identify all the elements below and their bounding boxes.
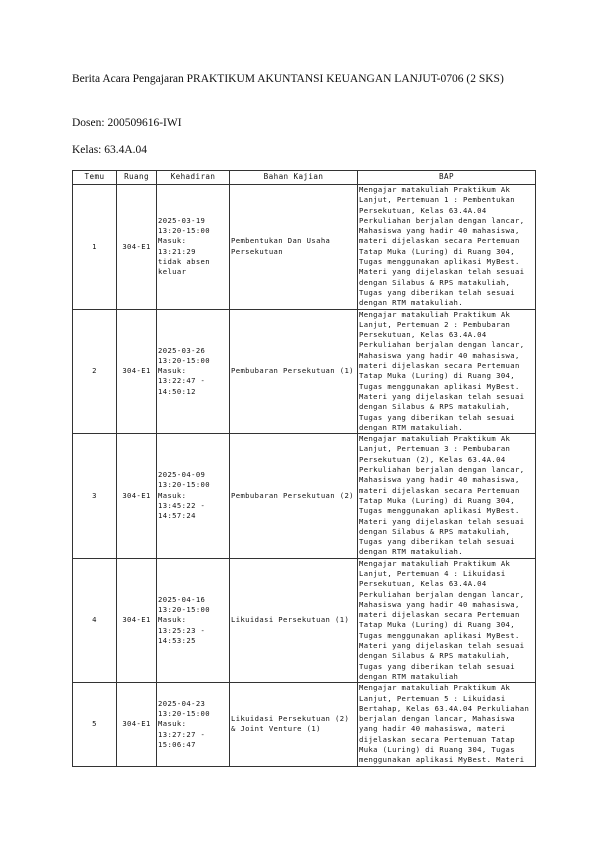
page-title (72, 72, 532, 86)
cell-kehadiran: 2025-04-16 13:20-15:00 Masuk: 13:25:23 - 14:53:25 (157, 558, 230, 683)
document-header (70, 62, 526, 157)
cell-temu: 4 (73, 558, 117, 683)
cell-kehadiran: 2025-03-19 13:20-15:00 Masuk: 13:21:29 tidak absen keluar (157, 185, 230, 310)
table-row (73, 683, 536, 766)
lecturer-label: Dosen: 200509616-IWI (72, 117, 182, 129)
cell-kehadiran: 2025-04-23 13:20-15:00 Masuk: 13:27:27 - 15:06:47 (157, 683, 230, 766)
cell-temu: 5 (73, 683, 117, 766)
table-row (73, 309, 536, 434)
cell-temu: 1 (73, 185, 117, 310)
cell-bahan-kajian: Pembentukan Dan Usaha Persekutuan (230, 185, 358, 310)
header-bahan-kajian: Bahan Kajian (230, 171, 358, 185)
header-bap: BAP (358, 171, 536, 185)
header-temu: Temu (73, 171, 117, 185)
cell-bap: Mengajar matakuliah Praktikum Ak Lanjut, Pertemuan 1 : Pembentukan Persekutuan, Kelas 63.4A.04 Perkuliahan berjalan dengan lancar, Mahasiswa yang hadir 40 mahasiswa, materi dijelaskan secara Pertemuan Tatap Muka (Luring) di Ruang 304, Tugas menggunakan aplikasi MyBest. Materi yang dijelaskan telah sesuai dengan Silabus & RPS matakuliah, Tugas yang diberikan telah sesuai dengan RTM matakuliah. (358, 185, 536, 310)
cell-bap: Mengajar matakuliah Praktikum Ak Lanjut, Pertemuan 5 : Likuidasi Bertahap, Kelas 63.4A.04 Perkuliahan berjalan dengan lancar, Mahasiswa yang hadir 40 mahasiswa, materi dijelaskan secara Pertemuan Tatap Muka (Luring) di Ruang 304, Tugas menggunakan aplikasi MyBest. Materi (358, 683, 536, 766)
cell-kehadiran: 2025-04-09 13:20-15:00 Masuk: 13:45:22 - 14:57:24 (157, 434, 230, 559)
header-kehadiran: Kehadiran (157, 171, 230, 185)
cell-temu: 2 (73, 309, 117, 434)
header-ruang: Ruang (117, 171, 157, 185)
table-header-row (73, 171, 536, 185)
cell-ruang: 304-E1 (117, 683, 157, 766)
title-bold: Berita Acara Pengajaran (72, 73, 184, 85)
cell-bahan-kajian: Pembubaran Persekutuan (1) (230, 309, 358, 434)
cell-bahan-kajian: Likuidasi Persekutuan (1) (230, 558, 358, 683)
table-row (73, 434, 536, 559)
cell-ruang: 304-E1 (117, 434, 157, 559)
title-rest: PRAKTIKUM AKUNTANSI KEUANGAN LANJUT-0706 (2 SKS) (183, 73, 504, 85)
cell-kehadiran: 2025-03-26 13:20-15:00 Masuk: 13:22:47 - 14:50:12 (157, 309, 230, 434)
cell-bahan-kajian: Pembubaran Persekutuan (2) (230, 434, 358, 559)
class-label: Kelas: 63.4A.04 (72, 144, 148, 156)
cell-ruang: 304-E1 (117, 185, 157, 310)
cell-bahan-kajian: Likuidasi Persekutuan (2) & Joint Venture (1) (230, 683, 358, 766)
cell-ruang: 304-E1 (117, 558, 157, 683)
cell-bap: Mengajar matakuliah Praktikum Ak Lanjut, Pertemuan 3 : Pembubaran Persekutuan (2), Kelas 63.4A.04 Perkuliahan berjalan dengan lancar, Mahasiswa yang hadir 40 mahasiswa, materi dijelaskan secara Pertemuan Tatap Muka (Luring) di Ruang 304, Tugas menggunakan aplikasi MyBest. Materi yang dijelaskan telah sesuai dengan Silabus & RPS matakuliah, Tugas yang diberikan telah sesuai dengan RTM matakuliah. (358, 434, 536, 559)
cell-ruang: 304-E1 (117, 309, 157, 434)
cell-bap: Mengajar matakuliah Praktikum Ak Lanjut, Pertemuan 4 : Likuidasi Persekutuan, Kelas 63.4A.04 Perkuliahan berjalan dengan lancar, Mahasiswa yang hadir 40 mahasiswa, materi dijelaskan secara Pertemuan Tatap Muka (Luring) di Ruang 304, Tugas menggunakan aplikasi MyBest. Materi yang dijelaskan telah sesuai dengan Silabus & RPS matakuliah, Tugas yang diberikan telah sesuai dengan RTM matakuliah (358, 558, 536, 683)
cell-temu: 3 (73, 434, 117, 559)
teaching-record-table (72, 170, 536, 767)
cell-bap: Mengajar matakuliah Praktikum Ak Lanjut, Pertemuan 2 : Pembubaran Persekutuan, Kelas 63.4A.04 Perkuliahan berjalan dengan lancar, Mahasiswa yang hadir 40 mahasiswa, materi dijelaskan secara Pertemuan Tatap Muka (Luring) di Ruang 304, Tugas menggunakan aplikasi MyBest. Materi yang dijelaskan telah sesuai dengan Silabus & RPS matakuliah, Tugas yang diberikan telah sesuai dengan RTM matakuliah. (358, 309, 536, 434)
table-row (73, 185, 536, 310)
table-row (73, 558, 536, 683)
